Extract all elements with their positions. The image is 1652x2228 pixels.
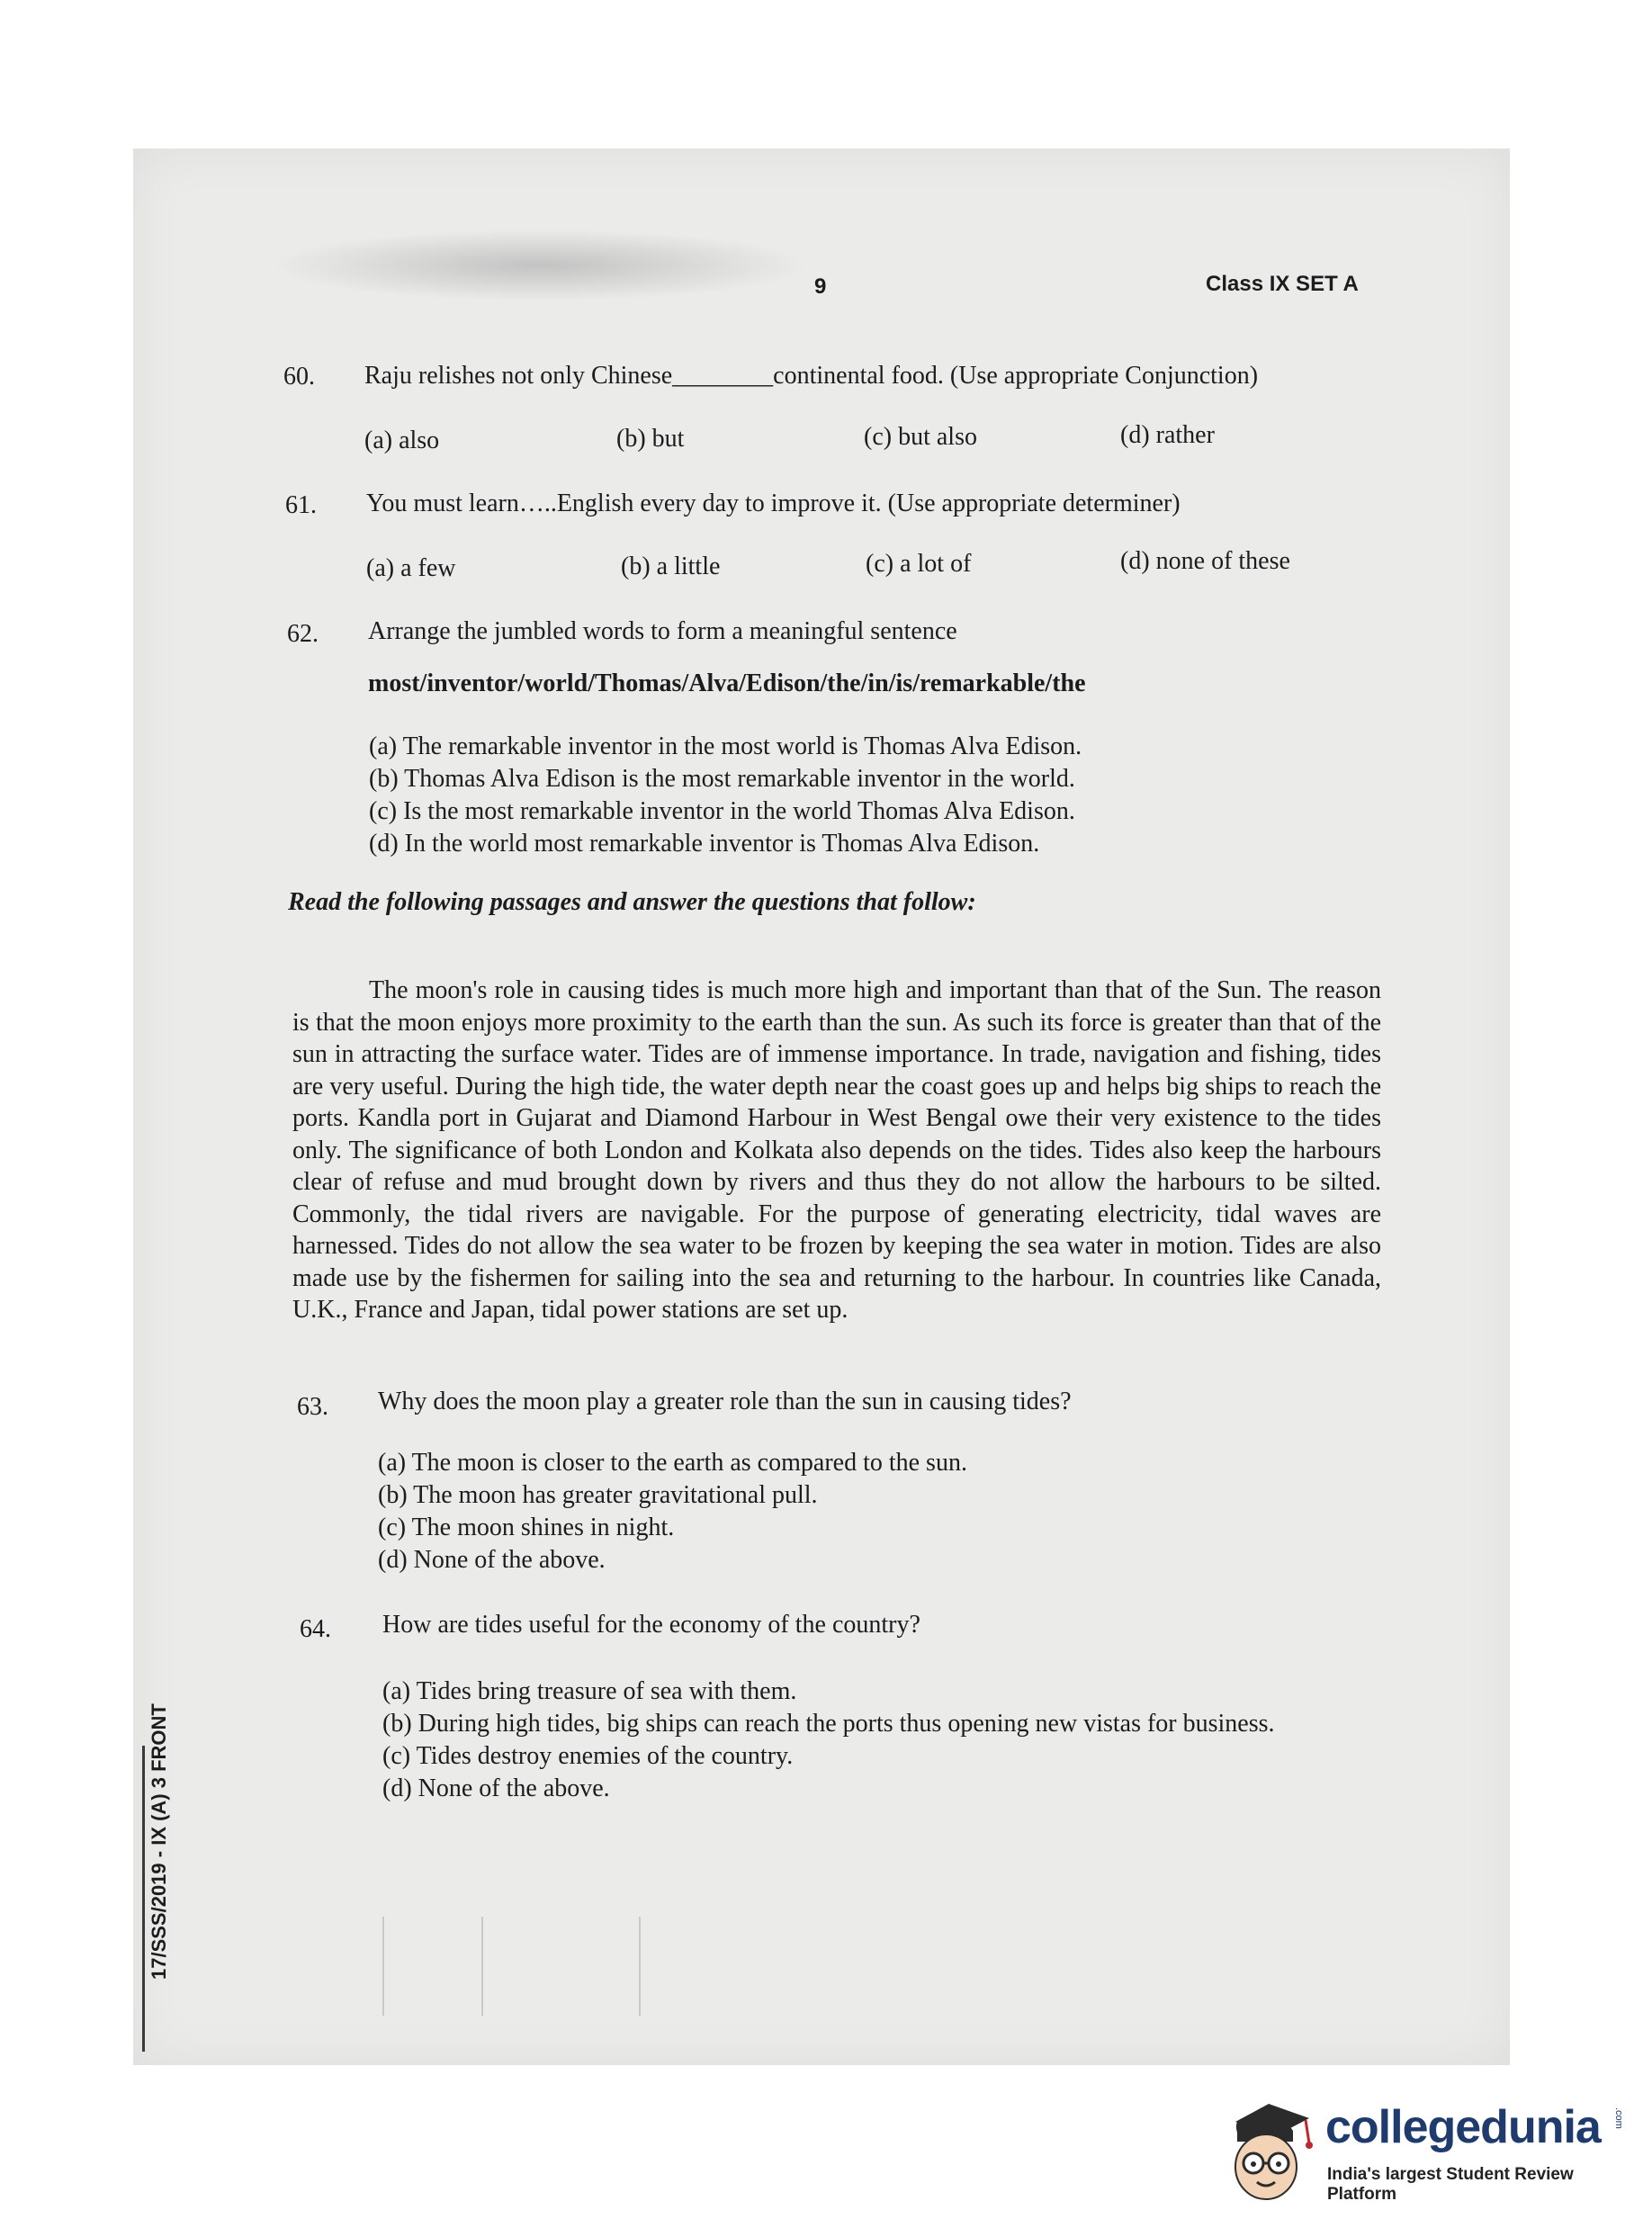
option-c: (c) Is the most remarkable inventor in the world Thomas Alva Edison. [369,797,1075,825]
mascot-icon [1219,2088,1318,2209]
question-text: Raju relishes not only Chinese________continental food. (Use appropriate Conjunction) [364,362,1259,390]
option-c: (c) a lot of [866,550,972,578]
options-list [378,1447,967,1577]
options-list [369,731,1082,860]
option-c: (c) The moon shines in night. [378,1514,675,1541]
scan-smudge [270,229,810,301]
collegedunia-logo [1219,2088,1633,2209]
question-text: How are tides useful for the economy of the country? [382,1611,920,1639]
brand-name: collegedunia [1325,2101,1601,2153]
question-text: Arrange the jumbled words to form a meaningful sentence [368,617,957,645]
brand-tagline: India's largest Student Review Platform [1327,2165,1574,2204]
option-c: (c) but also [864,423,977,451]
question-number: 60. [283,363,315,391]
option-d: (d) None of the above. [378,1546,606,1574]
question-number: 64. [300,1615,331,1643]
option-b: (b) During high tides, big ships can reach the ports thus opening new vistas for business. [382,1710,1275,1738]
option-a: (a) The remarkable inventor in the most world is Thomas Alva Edison. [369,732,1082,760]
faint-box-line [481,1917,483,2016]
faint-box-line [382,1917,384,2016]
question-text: Why does the moon play a greater role than the sun in causing tides? [378,1388,1072,1415]
option-b: (b) Thomas Alva Edison is the most remarkable inventor in the world. [369,765,1075,793]
option-a: (a) Tides bring treasure of sea with them. [382,1677,797,1705]
reading-passage: The moon's role in causing tides is much more high and important than that of the Sun. The reason is that the moon enjoys more proximity to the earth than the sun. As such its force is greater than that of the sun in attracting the surface water. Tides are of immense importance. In trade, navigation and fishing, tides are very useful. During the high tide, the water depth near the coast goes up and helps big ships to reach the ports. Kandla port in Gujarat and Diamond Harbour in West Bengal owe their very existence to the tides only. The significance of both London and Kolkata also depends on the tides. Tides also keep the harbours clear of refuse and mud brought down by rivers and thus they do not allow the harbours to be silted. Commonly, the tidal rivers are navigable. For the purpose of generating electricity, tidal waves are harnessed. Tides do not allow the sea water to be frozen by keeping the sea water in motion. Tides are also made use by the fishermen for sailing into the sea and returning to the harbour. In countries like Canada, U.K., France and Japan, tidal power stations are set up. [292,976,1381,1324]
question-text: You must learn…..English every day to improve it. (Use appropriate determiner) [366,490,1181,517]
option-c: (c) Tides destroy enemies of the country. [382,1742,794,1770]
passage-instruction: Read the following passages and answer the questions that follow: [288,888,976,916]
option-b: (b) but [616,425,685,453]
option-d: (d) rather [1120,421,1215,449]
option-a: (a) The moon is closer to the earth as compared to the sun. [378,1449,967,1477]
jumbled-words: most/inventor/world/Thomas/Alva/Edison/the/in/is/remarkable/the [368,669,1086,697]
option-d: (d) none of these [1120,547,1290,575]
option-b: (b) The moon has greater gravitational pull. [378,1481,818,1509]
faint-box-line [639,1917,641,2016]
margin-line [142,1746,145,2052]
option-d: (d) In the world most remarkable inventor is Thomas Alva Edison. [369,830,1040,858]
options-list [382,1675,1275,1805]
page-number: 9 [814,274,827,299]
option-a: (a) a few [366,554,456,582]
question-number: 63. [297,1393,328,1421]
option-d: (d) None of the above. [382,1774,610,1802]
question-number: 61. [285,491,317,519]
side-code: 17/SSS/2019 - IX (A) 3 FRONT [148,1703,170,1980]
option-a: (a) also [364,427,440,454]
option-b: (b) a little [621,553,721,580]
set-label: Class IX SET A [1206,272,1359,296]
question-number: 62. [287,620,319,648]
brand-suffix: .com [1613,2107,1624,2129]
